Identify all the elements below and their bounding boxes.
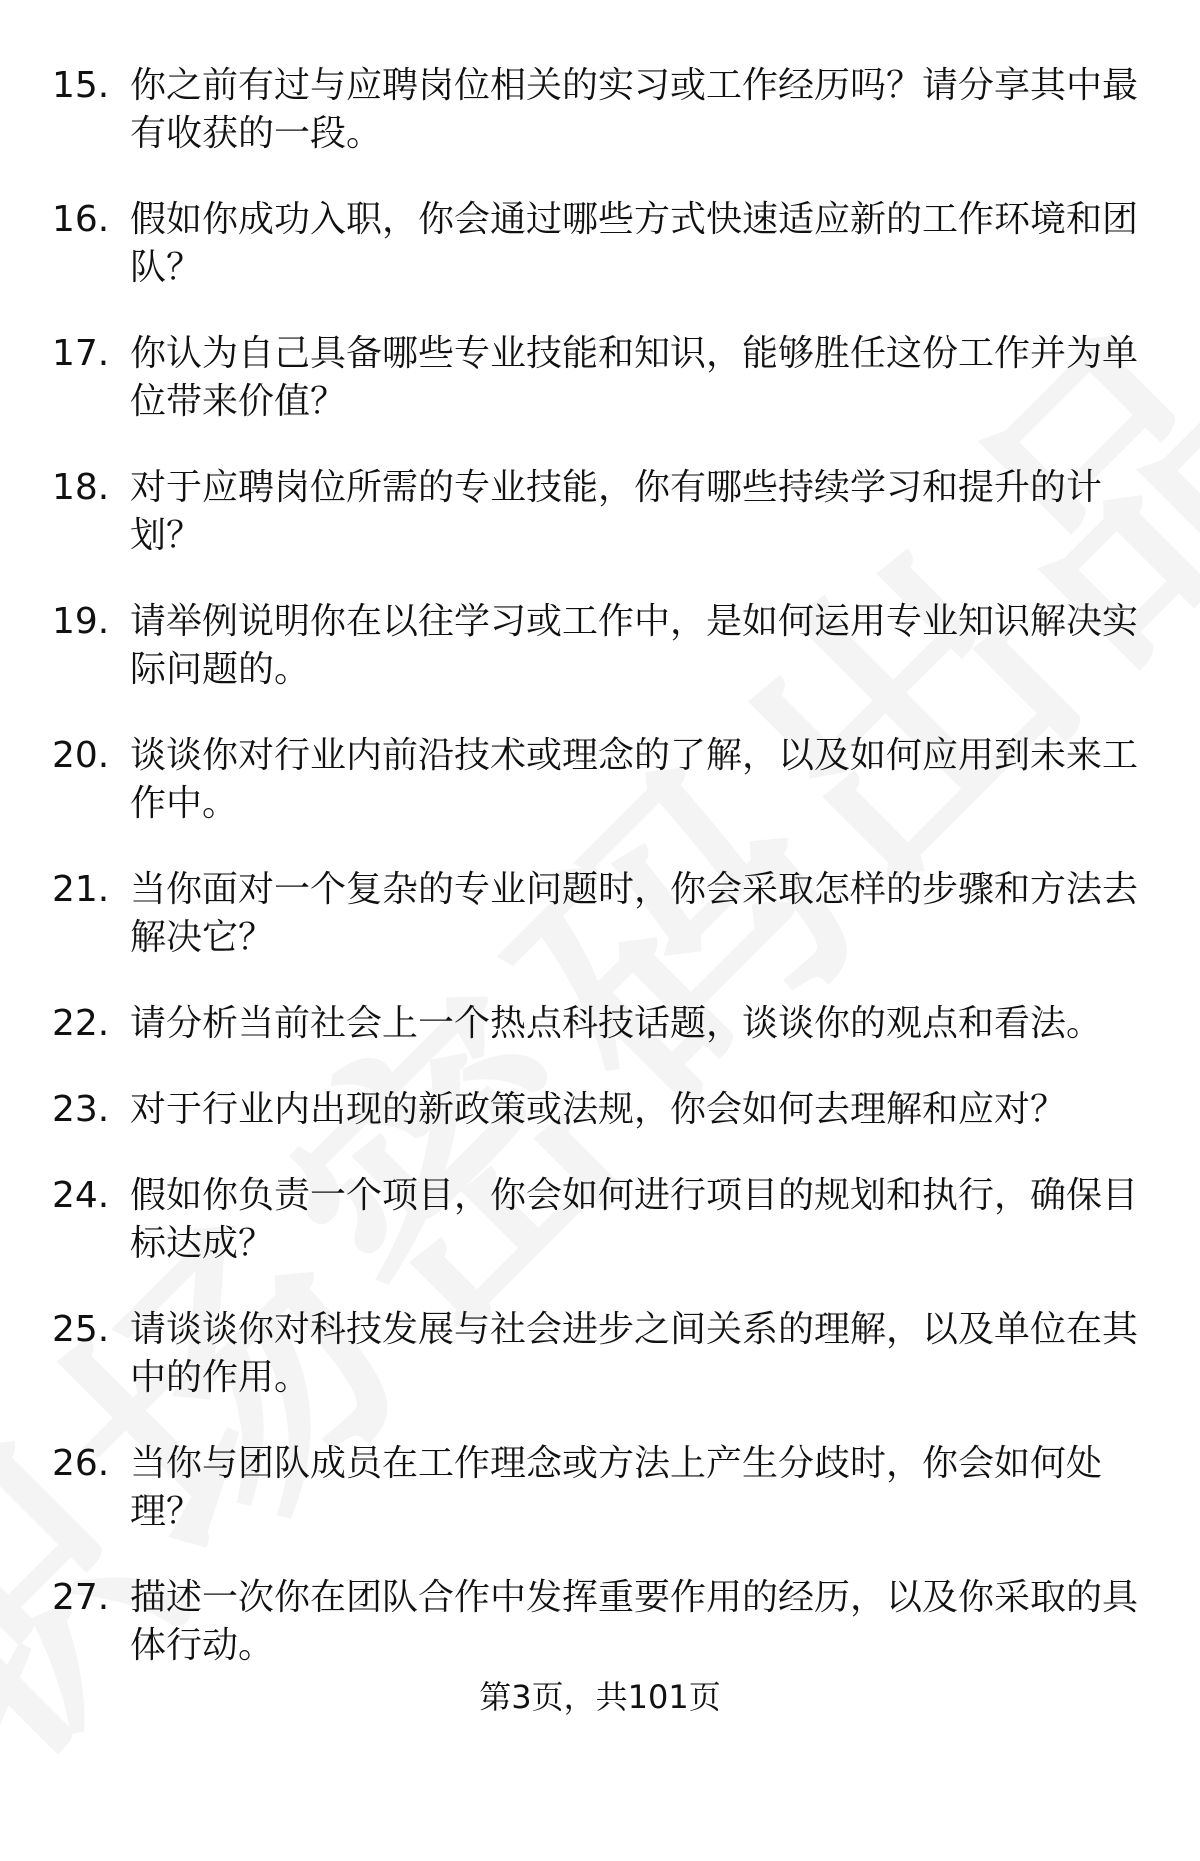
question-text: 请分析当前社会上一个热点科技话题，谈谈你的观点和看法。 (130, 1003, 1103, 1044)
question-text: 假如你成功入职，你会通过哪些方式快速适应新的工作环境和团队？ (130, 199, 1139, 288)
question-text: 请举例说明你在以往学习或工作中，是如何运用专业知识解决实际问题的。 (130, 601, 1139, 690)
question-list (0, 62, 1200, 1708)
question-text: 描述一次你在团队合作中发挥重要作用的经历，以及你采取的具体行动。 (130, 1577, 1139, 1666)
question-text: 谈谈你对行业内前沿技术或理念的了解，以及如何应用到未来工作中。 (130, 735, 1139, 824)
question-number: 27. (52, 1577, 110, 1618)
question-item (0, 196, 1200, 292)
question-number: 23. (52, 1089, 110, 1130)
question-number: 19. (52, 601, 110, 642)
question-item (0, 1086, 1200, 1134)
question-item (0, 330, 1200, 426)
question-number: 15. (52, 65, 110, 106)
page-footer: 第3页，共101页 (479, 1678, 721, 1716)
question-item (0, 732, 1200, 828)
question-number: 25. (52, 1309, 110, 1350)
question-text: 你认为自己具备哪些专业技能和知识，能够胜任这份工作并为单位带来价值？ (130, 333, 1139, 422)
question-number: 16. (52, 199, 110, 240)
question-text: 对于行业内出现的新政策或法规，你会如何去理解和应对？ (130, 1089, 1067, 1130)
question-item (0, 598, 1200, 694)
question-text: 当你与团队成员在工作理念或方法上产生分歧时，你会如何处理？ (130, 1443, 1103, 1532)
question-item (0, 464, 1200, 560)
question-number: 26. (52, 1443, 110, 1484)
question-text: 请谈谈你对科技发展与社会进步之间关系的理解，以及单位在其中的作用。 (130, 1309, 1139, 1398)
question-item (0, 1574, 1200, 1670)
question-text: 假如你负责一个项目，你会如何进行项目的规划和执行，确保目标达成？ (130, 1175, 1139, 1264)
question-item (0, 866, 1200, 962)
question-item (0, 1440, 1200, 1536)
question-number: 24. (52, 1175, 110, 1216)
question-number: 18. (52, 467, 110, 508)
question-number: 22. (52, 1003, 110, 1044)
question-item (0, 1306, 1200, 1402)
question-number: 21. (52, 869, 110, 910)
question-text: 对于应聘岗位所需的专业技能，你有哪些持续学习和提升的计划？ (130, 467, 1103, 556)
question-item (0, 62, 1200, 158)
question-number: 17. (52, 333, 110, 374)
question-item (0, 1000, 1200, 1048)
question-number: 20. (52, 735, 110, 776)
question-text: 你之前有过与应聘岗位相关的实习或工作经历吗？请分享其中最有收获的一段。 (130, 65, 1139, 154)
question-item (0, 1172, 1200, 1268)
question-text: 当你面对一个复杂的专业问题时，你会采取怎样的步骤和方法去解决它？ (130, 869, 1139, 958)
